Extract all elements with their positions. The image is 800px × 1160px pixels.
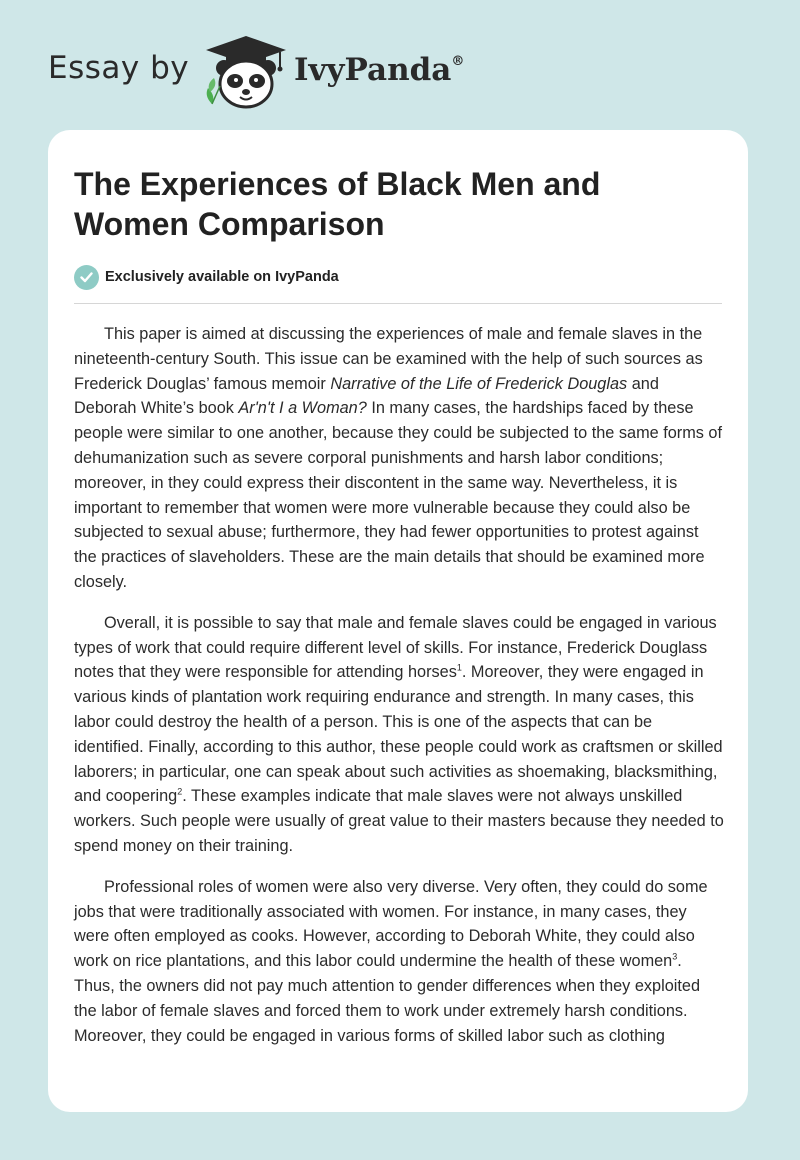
badge-label: Exclusively available on IvyPanda <box>105 269 339 285</box>
site-header <box>0 0 800 130</box>
paragraph-2 <box>74 611 724 859</box>
registered-mark: ® <box>451 54 465 69</box>
footnote-ref-1[interactable]: 1 <box>456 662 462 673</box>
paragraph-2-text-a: Overall, it is possible to say that male and female slaves could be engaged in various types of work that could require different level of skills. For instance, Frederick Douglass notes that they were responsible for attending horses <box>74 613 717 682</box>
essay-card <box>48 130 748 1112</box>
brand-name-text: IvyPanda <box>294 52 452 88</box>
panda-graduate-icon[interactable] <box>200 34 292 110</box>
paragraph-2-text-b: . Moreover, they were engaged in various kinds of plantation work requiring endurance and strength. In many cases, this labor could destroy the health of a person. This is one of the aspects that can be identified. Finally, according to this author, these people could work as craftsmen or skilled laborers; in particular, one can speak about such activities as shoemaking, blacksmithing, and coopering <box>74 663 723 806</box>
paragraph-2-text-c: . These examples indicate that male slaves were not always unskilled workers. Such people were usually of great value to their masters because they needed to spend money on their training. <box>74 787 724 855</box>
exclusive-badge <box>74 264 339 290</box>
footnote-ref-2[interactable]: 2 <box>177 786 183 797</box>
paragraph-1-text-e: In many cases, the hardships faced by these people were similar to one another, because they could be subjected to the same forms of dehumanization such as severe corporal punishments and harsh labor conditions; moreover, in they could express their discontent in the same way. Nevertheless, it is important to remember that women were more vulnerable because they could also be subjected to sexual abuse; furthermore, they had fewer opportunities to protest against the practices of slaveholders. These are the main details that should be examined more closely. <box>74 399 723 591</box>
footnote-ref-3[interactable]: 3 <box>672 951 678 962</box>
paragraph-3 <box>74 875 724 1049</box>
essay-by-label: Essay by <box>48 50 190 86</box>
paragraph-3-text-a: Professional roles of women were also very diverse. Very often, they could do some jobs that were traditionally associated with women. For instance, in many cases, they were often employed as cooks. However, according to Deborah White, they could also work on rice plantations, and this labor could undermine the health of these women <box>74 877 708 971</box>
paragraph-1 <box>74 322 724 595</box>
essay-body <box>74 322 724 1064</box>
check-icon <box>74 265 99 290</box>
book-title: Ar'n't I a Woman? <box>238 399 367 418</box>
brand-name[interactable] <box>294 52 464 88</box>
paragraph-1-text-c: and Deborah White’s book <box>74 374 659 418</box>
divider <box>74 303 722 304</box>
essay-title: The Experiences of Black Men and Women Comparison <box>74 166 601 242</box>
paragraph-3-text-b: . Thus, the owners did not pay much attention to gender differences when they exploited the labor of female slaves and forced them to work under extremely harsh conditions. Moreover, they could be engaged in various forms of skilled labor such as clothing <box>74 952 701 1045</box>
memoir-title: Narrative of the Life of Frederick Douglas <box>330 374 628 393</box>
paragraph-1-text-a: This paper is aimed at discussing the experiences of male and female slaves in the nineteenth-century South. This issue can be examined with the help of such sources as Frederick Douglas’ famous memoir <box>74 325 703 393</box>
